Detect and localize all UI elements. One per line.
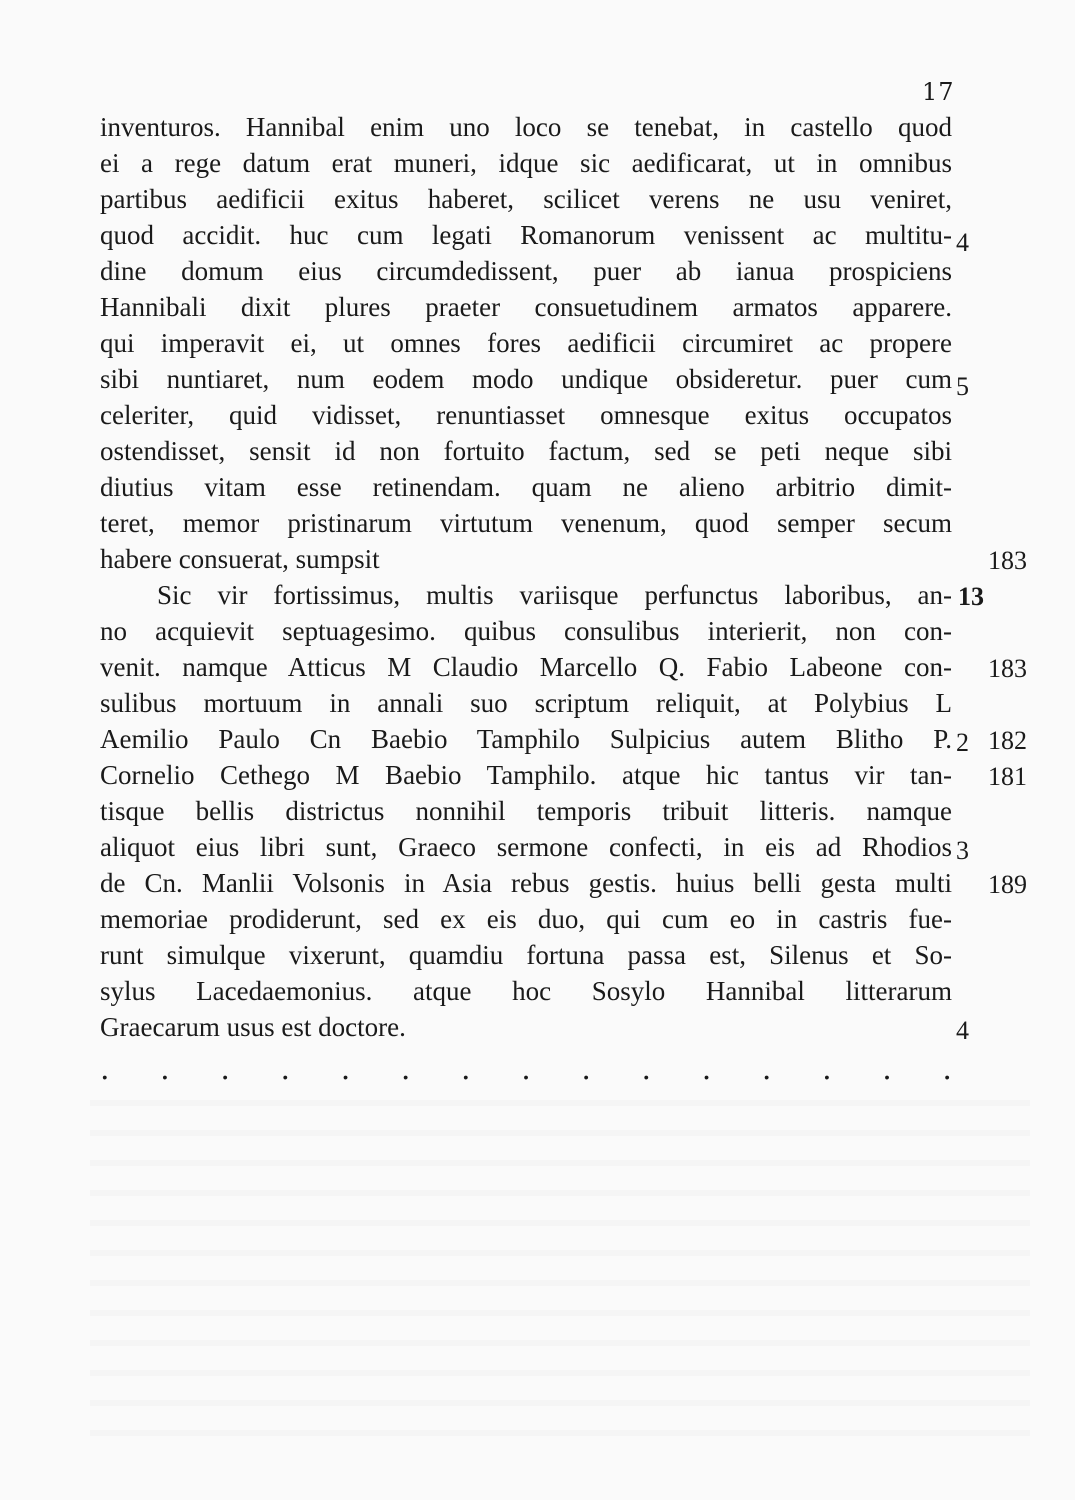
text-line: tisque bellis districtus nonnihil temporis tribuit litteris. namque bbox=[100, 796, 952, 826]
ellipsis-row bbox=[100, 1052, 952, 1087]
ellipsis-dot: . bbox=[581, 1052, 591, 1087]
chapter-number: 13 bbox=[958, 582, 984, 611]
section-number: 4 bbox=[956, 228, 969, 257]
text-line: ei a rege datum erat muneri, idque sic aedificarat, ut in omnibus bbox=[100, 148, 952, 178]
text-line: quod accidit. huc cum legati Romanorum venissent ac multitu- bbox=[100, 220, 952, 250]
text-line: de Cn. Manlii Volsonis in Asia rebus gestis. huius belli gesta multi bbox=[100, 868, 952, 898]
bleed-through-shadow bbox=[90, 1100, 1030, 1440]
text-line: inventuros. Hannibal enim uno loco se tenebat, in castello quod bbox=[100, 112, 952, 142]
text-line: aliquot eius libri sunt, Graeco sermone confecti, in eis ad Rhodios bbox=[100, 832, 952, 862]
year-number: 189 bbox=[988, 870, 1027, 899]
text-line: sibi nuntiaret, num eodem modo undique obsideretur. puer cum bbox=[100, 364, 952, 394]
ellipsis-dot: . bbox=[340, 1052, 351, 1087]
ellipsis-dot: . bbox=[220, 1052, 230, 1087]
year-number: 183 bbox=[988, 654, 1027, 683]
text-line: Graecarum usus est doctore. bbox=[100, 1012, 406, 1042]
year-number: 181 bbox=[988, 762, 1027, 791]
text-line: celeriter, quid vidisset, renuntiasset omnesque exitus occupatos bbox=[100, 400, 952, 430]
text-line: Sic vir fortissimus, multis variisque perfunctus laboribus, an- bbox=[157, 580, 952, 610]
text-line: Aemilio Paulo Cn Baebio Tamphilo Sulpicius autem Blitho P. bbox=[100, 724, 952, 754]
text-line: runt simulque vixerunt, quamdiu fortuna passa est, Silenus et So- bbox=[100, 940, 952, 970]
ellipsis-dot: . bbox=[942, 1052, 952, 1087]
ellipsis-dot: . bbox=[280, 1052, 291, 1087]
text-line: Cornelio Cethego M Baebio Tamphilo. atque hic tantus vir tan- bbox=[100, 760, 952, 790]
text-line: sulibus mortuum in annali suo scriptum reliquit, at Polybius L bbox=[100, 688, 952, 718]
section-number: 5 bbox=[956, 372, 969, 401]
text-line: ostendisset, sensit id non fortuito factum, sed se peti neque sibi bbox=[100, 436, 952, 466]
text-line: habere consuerat, sumpsit bbox=[100, 544, 380, 574]
ellipsis-dot: . bbox=[641, 1052, 652, 1087]
text-line: no acquievit septuagesimo. quibus consulibus interierit, non con- bbox=[100, 616, 952, 646]
ellipsis-dot: . bbox=[822, 1052, 832, 1087]
text-line: Hannibali dixit plures praeter consuetudinem armatos apparere. bbox=[100, 292, 952, 322]
ellipsis-dot: . bbox=[701, 1052, 712, 1087]
text-line: diutius vitam esse retinendam. quam ne alieno arbitrio dimit- bbox=[100, 472, 952, 502]
ellipsis-dot: . bbox=[521, 1052, 531, 1087]
ellipsis-dot: . bbox=[761, 1052, 772, 1087]
ellipsis-dot: . bbox=[461, 1052, 471, 1087]
page-number: 17 bbox=[922, 78, 955, 106]
ellipsis-dot: . bbox=[882, 1052, 892, 1087]
text-line: memoriae prodiderunt, sed ex eis duo, qui cum eo in castris fue- bbox=[100, 904, 952, 934]
ellipsis-dot: . bbox=[400, 1052, 411, 1087]
section-number: 3 bbox=[956, 836, 969, 865]
text-line: partibus aedificii exitus haberet, scilicet verens ne usu veniret, bbox=[100, 184, 952, 214]
section-number: 4 bbox=[956, 1016, 969, 1045]
ellipsis-dot: . bbox=[160, 1052, 170, 1087]
year-number: 183 bbox=[988, 546, 1027, 575]
text-line: sylus Lacedaemonius. atque hoc Sosylo Hannibal litterarum bbox=[100, 976, 952, 1006]
text-line: teret, memor pristinarum virtutum venenum, quod semper secum bbox=[100, 508, 952, 538]
text-line: venit. namque Atticus M Claudio Marcello Q. Fabio Labeone con- bbox=[100, 652, 952, 682]
text-line: dine domum eius circumdedissent, puer ab ianua prospiciens bbox=[100, 256, 952, 286]
year-number: 182 bbox=[988, 726, 1027, 755]
ellipsis-dot: . bbox=[100, 1052, 110, 1087]
section-number: 2 bbox=[956, 728, 969, 757]
text-line: qui imperavit ei, ut omnes fores aedificii circumiret ac propere bbox=[100, 328, 952, 358]
